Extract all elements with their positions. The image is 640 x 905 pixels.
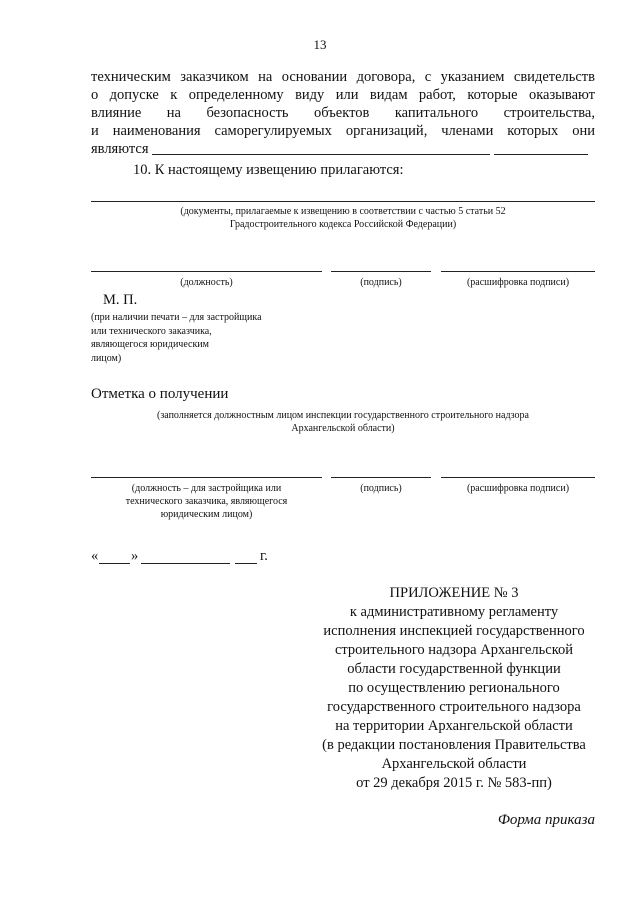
- appendix-line-3: исполнения инспекцией государственного: [323, 623, 585, 639]
- signature-line: [331, 271, 431, 272]
- year-line: [235, 563, 257, 564]
- appendix-line-6: по осуществлению регионального: [348, 680, 560, 696]
- fill-line: [494, 154, 588, 155]
- receipt-title: Отметка о получении: [91, 386, 229, 402]
- stamp-note-3: являющегося юридическим: [91, 339, 209, 350]
- page-number: 13: [313, 37, 327, 52]
- stamp-note-1: (при наличии печати – для застройщика: [91, 312, 262, 323]
- appendix-line-1: ПРИЛОЖЕНИЕ № 3: [389, 585, 519, 601]
- paragraph-line-4: и наименования саморегулируемых организаций, членами которых они: [91, 123, 595, 139]
- form-label: Форма приказа: [497, 812, 595, 828]
- decoding-line: [441, 477, 595, 478]
- position-caption-1: (должность – для застройщика или: [131, 483, 282, 494]
- signature-line: [331, 477, 431, 478]
- appendix-line-7: государственного строительного надзора: [327, 699, 581, 715]
- position-caption: (должность): [180, 277, 233, 288]
- receipt-caption-1: (заполняется должностным лицом инспекции государственного строительного надзора: [156, 410, 529, 421]
- day-line: [99, 563, 130, 564]
- appendix-line-10: Архангельской области: [381, 756, 527, 772]
- appendix-line-5: области государственной функции: [347, 661, 561, 677]
- year-suffix: г.: [260, 548, 268, 564]
- paragraph-last-line: являются: [91, 141, 149, 157]
- appendix-line-4: строительного надзора Архангельской: [334, 642, 574, 658]
- position-caption-3: юридическим лицом): [160, 509, 253, 520]
- position-caption-2: технического заказчика, являющегося: [125, 496, 288, 507]
- position-line: [91, 271, 322, 272]
- decoding-caption: (расшифровка подписи): [466, 277, 570, 288]
- date-open-quote: «: [91, 548, 99, 564]
- appendix-line-8: на территории Архангельской области: [335, 718, 573, 734]
- documents-fill-line: [91, 201, 595, 202]
- decoding-caption: (расшифровка подписи): [466, 483, 570, 494]
- decoding-line: [441, 271, 595, 272]
- signature-caption: (подпись): [360, 277, 402, 288]
- appendix-line-9: (в редакции постановления Правительства: [322, 737, 586, 753]
- appendix-line-2: к административному регламенту: [349, 604, 559, 620]
- month-line: [141, 563, 230, 564]
- stamp-note-4: лицом): [91, 352, 122, 364]
- paragraph-line-2: о допуске к определенному виду или видам работ, которые оказывают: [91, 87, 595, 103]
- item-10-heading: 10. К настоящему извещению прилагаются:: [133, 162, 404, 178]
- stamp-mark: М. П.: [103, 292, 138, 308]
- paragraph-line-3: влияние на безопасность объектов капитального строительства,: [91, 105, 595, 121]
- fill-line: [152, 154, 490, 155]
- documents-caption-1: (документы, прилагаемые к извещению в соответствии с частью 5 статьи 52: [180, 206, 506, 217]
- signature-caption: (подпись): [360, 483, 402, 494]
- paragraph-line-1: техническим заказчиком на основании договора, с указанием свидетельств: [91, 69, 595, 85]
- documents-caption-2: Градостроительного кодекса Российской Федерации): [229, 219, 457, 230]
- receipt-caption-2: Архангельской области): [291, 423, 395, 434]
- stamp-note-2: или технического заказчика,: [91, 325, 212, 337]
- appendix-line-11: от 29 декабря 2015 г. № 583-пп): [356, 775, 552, 791]
- position-line: [91, 477, 322, 478]
- date-close-quote: »: [131, 548, 139, 564]
